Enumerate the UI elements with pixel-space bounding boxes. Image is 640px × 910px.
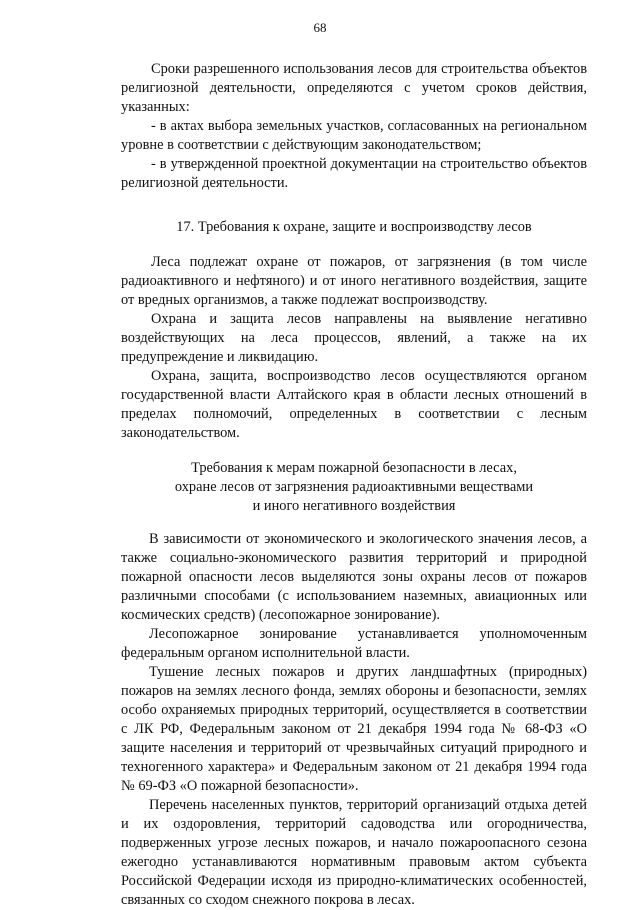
paragraph-forest-protection: Леса подлежат охране от пожаров, от загрязнения (в том числе радиоактивного и нефтяного) и от иного негативного воздействия, защите от вредных организмов, а также подлежат воспроизводству. bbox=[121, 254, 587, 308]
subsection-heading-line: охране лесов от загрязнения радиоактивными веществами bbox=[174, 479, 534, 495]
paragraph-fire-zones: В зависимости от экономического и экологического значения лесов, а также социально-экономического развития территорий и природной пожарной опасности лесов выделяются зоны охраны лесов от пожаров различными способами (с использованием наземных, авиационных или космических средств) (лесопожарное зонирование). bbox=[121, 531, 587, 623]
text-column bbox=[121, 60, 587, 910]
paragraph-fire-suppression: Тушение лесных пожаров и других ландшафтных (природных) пожаров на землях лесного фонда, землях обороны и безопасности, землях особо охраняемых природных территорий, осуществляется в соответствии с ЛК РФ, Федеральным законом от 21 декабря 1994 года № 68-ФЗ «О защите населения и территорий от чрезвычайных ситуаций природного и техногенного характера» и Федеральным законом от 21 декабря 1994 года № 69-ФЗ «О пожарной безопасности». bbox=[121, 664, 587, 794]
paragraph-settlements-list: Перечень населенных пунктов, территорий организаций отдыха детей и их оздоровления, территорий садоводства или огородничества, подверженных угрозе лесных пожаров, и начало пожароопасного сезона ежегодно устанавливаются нормативным правовым актом субъекта Российской Федерации исходя из природно-климатических особенностей, связанных со сходом снежного покрова в лесах. bbox=[121, 797, 587, 908]
subsection-heading-fire-safety bbox=[121, 459, 587, 516]
paragraph-deadlines: Сроки разрешенного использования лесов для строительства объектов религиозной деятельности, определяются с учетом сроков действия, указанных: bbox=[121, 61, 587, 115]
subsection-heading-line: и иного негативного воздействия bbox=[252, 498, 456, 514]
paragraph-authority: Охрана, защита, воспроизводство лесов осуществляются органом государственной власти Алтайского края в области лесных отношений в пределах полномочий, определенных в соответствии с лесным законодательством. bbox=[121, 368, 587, 441]
subsection-heading-line: Требования к мерам пожарной безопасности в лесах, bbox=[191, 460, 517, 476]
list-item-documentation: - в утвержденной проектной документации на строительство объектов религиозной деятельности. bbox=[121, 156, 587, 191]
paragraph-protection-aims: Охрана и защита лесов направлены на выявление негативно воздействующих на леса процессов, явлений, а также на их предупреждение и ликвидацию. bbox=[121, 311, 587, 365]
list-item-acts: - в актах выбора земельных участков, согласованных на региональном уровне в соответствии с действующим законодательством; bbox=[121, 118, 587, 153]
page-number: 68 bbox=[313, 20, 327, 35]
paragraph-zoning-authority: Лесопожарное зонирование устанавливается уполномоченным федеральным органом исполнительной власти. bbox=[121, 626, 587, 661]
section-heading-17: 17. Требования к охране, защите и воспроизводству лесов bbox=[176, 219, 532, 235]
